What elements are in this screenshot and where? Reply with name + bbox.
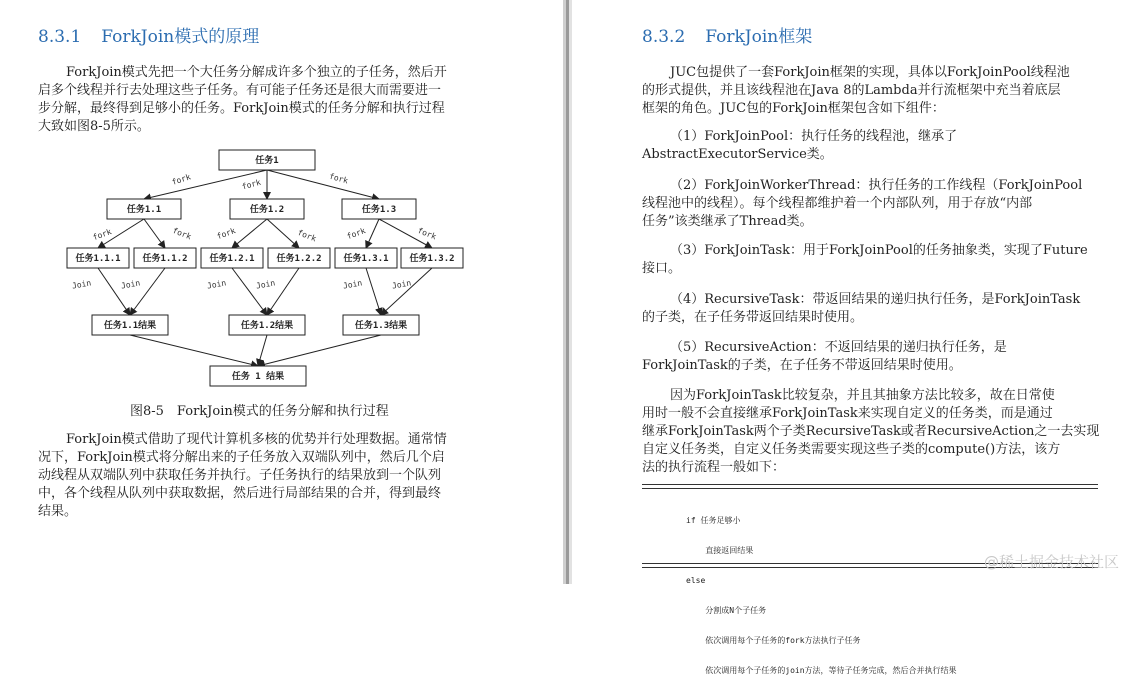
diagram-arrow xyxy=(366,268,381,315)
diagram-node-label: 任务1.3.2 xyxy=(409,254,455,264)
left-page xyxy=(0,0,563,584)
watermark-text: @稀土掘金技术社区 xyxy=(983,553,1119,571)
para-line: （1）ForkJoinPool：执行任务的线程池，继承了 xyxy=(670,129,958,144)
diagram-root-node xyxy=(219,150,315,170)
fork-label: fork xyxy=(328,171,350,186)
diagram-node-label: 任务1.1结果 xyxy=(103,321,157,331)
diagram-subtask-node xyxy=(230,199,304,219)
component-item-2 xyxy=(642,177,1082,231)
diagram-arrow xyxy=(267,219,299,248)
para-line: 启多个线程并行去处理这些子任务。有可能子任务还是很大而需要进一 xyxy=(38,83,442,98)
section-heading-8-3-2 xyxy=(642,22,812,47)
diagram-arrow xyxy=(267,170,379,199)
code-line: 依次调用每个子任务的fork方法执行子任务 xyxy=(686,636,861,645)
diagram-arrow xyxy=(258,335,381,366)
intro-paragraph xyxy=(38,64,447,136)
para-line: 接口。 xyxy=(642,261,682,276)
diagram-node-label: 任务1.1.1 xyxy=(75,254,121,264)
join-label: Join xyxy=(120,278,141,291)
diagram-leaf-node xyxy=(401,248,463,268)
section-title: ForkJoin框架 xyxy=(705,27,813,47)
diagram-arrow xyxy=(130,268,165,315)
para-line: 因为ForkJoinTask比较复杂，并且其抽象方法比较多，故在日常使 xyxy=(670,388,1055,403)
diagram-result-node xyxy=(343,315,419,335)
section-title: ForkJoin模式的原理 xyxy=(101,27,260,47)
para-line: 用时一般不会直接继承ForkJoinTask来实现自定义的任务类，而是通过 xyxy=(642,406,1053,421)
diagram-result-node xyxy=(229,315,305,335)
diagram-node-label: 任务1.2 xyxy=(249,205,285,215)
diagram-arrow xyxy=(98,268,130,315)
para-line: 框架的角色。JUC包的ForkJoin框架包含如下组件： xyxy=(642,101,945,116)
framework-intro xyxy=(642,64,1070,118)
body-paragraph xyxy=(38,431,447,521)
figure-caption: 图8-5 ForkJoin模式的任务分解和执行过程 xyxy=(130,404,389,419)
diagram-arrow xyxy=(144,219,165,248)
para-line: AbstractExecutorService类。 xyxy=(642,147,833,162)
para-line: ForkJoinTask的子类，在子任务不带返回结果时使用。 xyxy=(642,358,962,373)
component-item-4 xyxy=(642,291,1080,327)
diagram-arrow xyxy=(366,219,379,248)
code-top-rule xyxy=(642,484,1098,489)
pseudo-code xyxy=(686,496,957,696)
diagram-arrow xyxy=(267,268,299,315)
diagram-leaf-node xyxy=(335,248,397,268)
component-item-3 xyxy=(642,242,1088,278)
diagram-arrow xyxy=(232,268,267,315)
fork-label: fork xyxy=(416,225,438,242)
diagram-node-label: 任务 1 结果 xyxy=(231,372,285,382)
para-line: 大致如图8-5所示。 xyxy=(38,119,150,134)
code-line: 分割成N个子任务 xyxy=(686,606,767,615)
diagram-leaf-node xyxy=(134,248,196,268)
diagram-node-label: 任务1.3.1 xyxy=(343,254,389,264)
component-item-5 xyxy=(642,339,1007,375)
diagram-node-label: 任务1 xyxy=(255,156,279,166)
para-line: 的子类，在子任务带返回结果时使用。 xyxy=(642,310,864,325)
diagram-arrow xyxy=(232,219,267,248)
para-line: ForkJoin模式借助了现代计算机多核的优势并行处理数据。通常情 xyxy=(66,432,447,447)
fork-label: fork xyxy=(345,226,367,242)
diagram-node-label: 任务1.3结果 xyxy=(354,321,408,331)
fork-label: fork xyxy=(171,225,193,242)
join-label: Join xyxy=(71,278,92,291)
fork-label: fork xyxy=(240,177,262,192)
join-label: Join xyxy=(206,278,227,291)
para-line: 继承ForkJoinTask两个子类RecursiveTask或者RecursiveAction之一去实现 xyxy=(642,424,1100,439)
diagram-leaf-node xyxy=(268,248,330,268)
diagram-leaf-node xyxy=(67,248,129,268)
para-line: （3）ForkJoinTask：用于ForkJoinPool的任务抽象类，实现了Future xyxy=(670,243,1088,258)
para-line: 况下，ForkJoin模式将分解出来的子任务放入双端队列中，然后几个启 xyxy=(38,450,445,465)
diagram-subtask-node xyxy=(107,199,181,219)
code-line: 依次调用每个子任务的join方法，等待子任务完成，然后合并执行结果 xyxy=(686,666,957,675)
diagram-node-label: 任务1.3 xyxy=(361,205,397,215)
diagram-node-label: 任务1.1 xyxy=(126,205,162,215)
diagram-arrow xyxy=(130,335,258,366)
para-line: （5）RecursiveAction：不返回结果的递归执行任务，是 xyxy=(670,340,1007,355)
para-line: 的形式提供，并且该线程池在Java 8的Lambda并行流框架中充当着底层 xyxy=(642,83,1061,98)
section-number: 8.3.1 xyxy=(38,27,82,47)
diagram-arrow xyxy=(258,335,267,366)
diagram-final-node xyxy=(210,366,306,386)
para-line: （4）RecursiveTask：带返回结果的递归执行任务，是ForkJoinTask xyxy=(670,292,1081,307)
para-line: 中，各个线程从队列中获取数据，然后进行局部结果的合并，得到最终 xyxy=(38,486,442,501)
diagram-node-label: 任务1.2结果 xyxy=(240,321,294,331)
diagram-node-label: 任务1.2.1 xyxy=(209,254,255,264)
code-line: 直接返回结果 xyxy=(686,546,754,555)
join-label: Join xyxy=(342,278,363,291)
fork-label: fork xyxy=(296,227,318,244)
fork-label: fork xyxy=(91,227,113,243)
para-line: JUC包提供了一套ForkJoin框架的实现，具体以ForkJoinPool线程池 xyxy=(670,65,1070,80)
para-line: 步分解，最终得到足够小的任务。ForkJoin模式的任务分解和执行过程 xyxy=(38,101,445,116)
para-line: （2）ForkJoinWorkerThread：执行任务的工作线程（ForkJoinPool xyxy=(670,178,1083,193)
diagram-node-label: 任务1.2.2 xyxy=(276,254,322,264)
closing-paragraph xyxy=(642,387,1099,477)
diagram-arrow xyxy=(381,268,432,315)
para-line: 线程池中的线程）。每个线程都维护着一个内部队列，用于存放“内部 xyxy=(642,196,1033,211)
join-label: Join xyxy=(391,278,412,291)
section-heading-8-3-1 xyxy=(38,22,259,47)
component-item-1 xyxy=(642,128,957,164)
join-label: Join xyxy=(255,278,276,291)
para-line: 任务”该类继承了Thread类。 xyxy=(642,214,813,229)
para-line: 结果。 xyxy=(38,504,78,519)
para-line: 动线程从双端队列中获取任务并执行。子任务执行的结果放到一个队列 xyxy=(38,468,442,483)
fork-label: fork xyxy=(170,172,192,187)
diagram-subtask-node xyxy=(342,199,416,219)
diagram-leaf-node xyxy=(201,248,263,268)
watermark xyxy=(984,551,1119,572)
code-line: else xyxy=(686,576,706,585)
para-line: 法的执行流程一般如下： xyxy=(642,460,786,475)
forkjoin-diagram xyxy=(0,140,563,395)
fork-label: fork xyxy=(215,226,237,242)
para-line: 自定义任务类，自定义任务类需要实现这些子类的compute()方法，该方 xyxy=(642,442,1061,457)
code-line: if 任务足够小 xyxy=(686,516,741,525)
section-number: 8.3.2 xyxy=(642,27,686,47)
diagram-node-label: 任务1.1.2 xyxy=(142,254,188,264)
diagram-result-node xyxy=(92,315,168,335)
para-line: ForkJoin模式先把一个大任务分解成许多个独立的子任务，然后开 xyxy=(66,65,447,80)
